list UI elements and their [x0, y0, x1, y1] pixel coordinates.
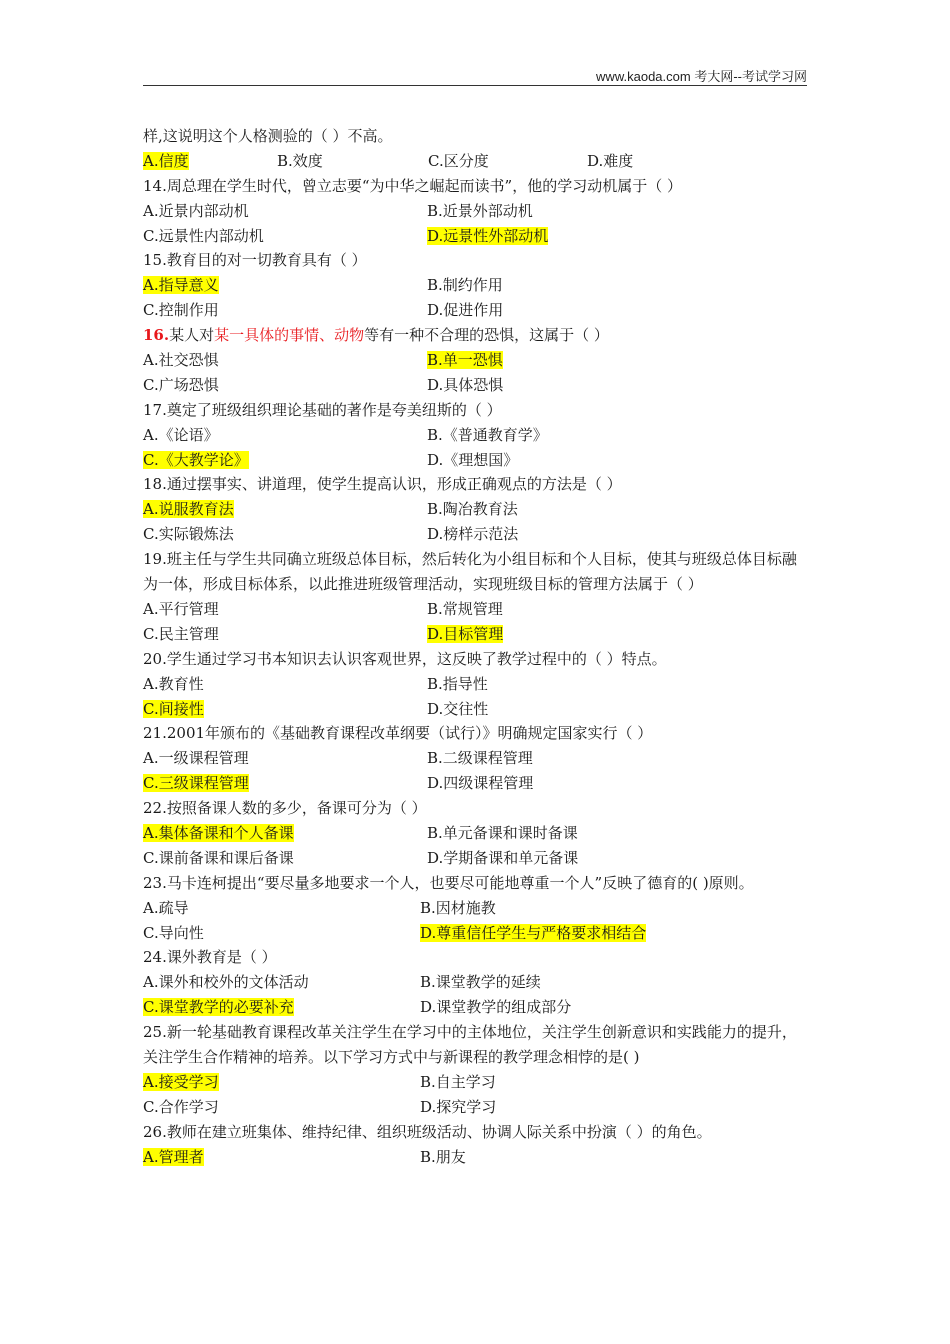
q19-options-1 — [143, 597, 807, 622]
q14-stem: 14.周总理在学生时代，曾立志要“为中华之崛起而读书”，他的学习动机属于（ ） — [143, 176, 682, 195]
q16-options-2 — [143, 373, 807, 398]
q21-options-2 — [143, 771, 807, 796]
q23-option-d: D.尊重信任学生与严格要求相结合 — [420, 923, 647, 942]
q22-option-b: B.单元备课和课时备课 — [427, 823, 578, 842]
q17-options-1 — [143, 423, 807, 448]
q15-option-b: B.制约作用 — [427, 276, 503, 295]
q20-option-a: A.教育性 — [143, 674, 204, 693]
q25-stem: 25.新一轮基础教育课程改革关注学生在学习中的主体地位，关注学生创新意识和实践能力的提升，关注学生合作精神的培养。以下学习方式中与新课程的教学理念相悖的是( ) — [143, 1023, 797, 1067]
q22-options-2 — [143, 846, 807, 871]
q21-option-a: A.一级课程管理 — [143, 749, 249, 768]
q19-stem: 19.班主任与学生共同确立班级总体目标，然后转化为小组目标和个人目标，使其与班级总体目标融为一体，形成目标体系，以此推进班级管理活动，实现班级目标的管理方法属于（ ） — [143, 550, 797, 594]
q21-options-1 — [143, 746, 807, 771]
q22-option-d: D.学期备课和单元备课 — [427, 848, 579, 867]
q16-stem — [143, 323, 807, 348]
q15-options-2 — [143, 298, 807, 323]
q15-option-d: D.促进作用 — [427, 301, 504, 320]
q17-option-d: D.《理想国》 — [427, 450, 519, 469]
q25-options-1 — [143, 1070, 807, 1095]
q14-options-2 — [143, 224, 807, 249]
q21-stem: 21.2001年颁布的《基础教育课程改革纲要（试行）》明确规定国家实行（ ） — [143, 724, 653, 743]
header-title: 考大网--考试学习网 — [694, 69, 807, 84]
q25-option-c: C.合作学习 — [143, 1097, 219, 1116]
q23-stem: 23.马卡连柯提出“要尽量多地要求一个人，也要尽可能地尊重一个人”反映了德育的( )原则。 — [143, 873, 754, 892]
q24-stem: 24.课外教育是（ ） — [143, 948, 277, 967]
q17-option-c: C.《大教学论》 — [143, 450, 249, 469]
q14-option-b: B.近景外部动机 — [427, 201, 533, 220]
header-site[interactable]: www.kaoda.com — [596, 69, 691, 84]
q24-option-a: A.课外和校外的文体活动 — [143, 973, 309, 992]
q24-options-1 — [143, 970, 807, 995]
q18-option-d: D.榜样示范法 — [427, 525, 519, 544]
q16-option-a: A.社交恐惧 — [143, 351, 219, 370]
q16-stem-post: 等有一种不合理的恐惧，这属于（ ） — [364, 326, 609, 345]
q23-options-2 — [143, 921, 807, 946]
q18-options-2 — [143, 522, 807, 547]
q25-option-b: B.自主学习 — [420, 1072, 496, 1091]
q15-stem: 15.教育目的对一切教育具有（ ） — [143, 251, 367, 270]
q19-option-d: D.目标管理 — [427, 624, 504, 643]
header-divider — [143, 85, 807, 86]
q22-options-1 — [143, 821, 807, 846]
q24-option-c: C.课堂教学的必要补充 — [143, 998, 294, 1017]
q26-option-a: A.管理者 — [143, 1147, 204, 1166]
q14-option-a: A.近景内部动机 — [143, 201, 249, 220]
q19-options-2 — [143, 622, 807, 647]
q18-option-a: A.说服教育法 — [143, 500, 234, 519]
q16-option-c: C.广场恐惧 — [143, 375, 219, 394]
q14-options-1 — [143, 199, 807, 224]
q21-option-b: B.二级课程管理 — [427, 749, 533, 768]
q17-option-b: B.《普通教育学》 — [427, 425, 548, 444]
q17-options-2 — [143, 448, 807, 473]
q22-option-c: C.课前备课和课后备课 — [143, 848, 294, 867]
q25-option-d: D.探究学习 — [420, 1097, 497, 1116]
q17-option-a: A.《论语》 — [143, 425, 219, 444]
q15-option-a: A.指导意义 — [143, 276, 219, 295]
q26-option-b: B.朋友 — [420, 1147, 466, 1166]
q25-option-a: A.接受学习 — [143, 1072, 219, 1091]
q16-stem-emphasis: 某一具体的事情、动物 — [214, 326, 365, 345]
question-list — [143, 124, 807, 1169]
q19-option-c: C.民主管理 — [143, 624, 219, 643]
q25-options-2 — [143, 1095, 807, 1120]
q26-options-1 — [143, 1145, 807, 1170]
q22-stem: 22.按照备课人数的多少，备课可分为（ ） — [143, 799, 427, 818]
q13-option-b: B.效度 — [277, 151, 323, 170]
q13-option-d: D.难度 — [587, 151, 634, 170]
q19-option-a: A.平行管理 — [143, 599, 219, 618]
q14-option-d: D.远景性外部动机 — [427, 226, 549, 245]
q16-stem-pre: 某人对 — [169, 326, 215, 345]
q18-options-1 — [143, 497, 807, 522]
q19-option-b: B.常规管理 — [427, 599, 503, 618]
q21-option-d: D.四级课程管理 — [427, 774, 534, 793]
q20-option-c: C.间接性 — [143, 699, 204, 718]
page-header — [143, 66, 807, 85]
q18-stem: 18.通过摆事实、讲道理，使学生提高认识，形成正确观点的方法是（ ） — [143, 475, 622, 494]
q20-option-b: B.指导性 — [427, 674, 488, 693]
q23-option-b: B.因材施教 — [420, 898, 496, 917]
q21-option-c: C.三级课程管理 — [143, 774, 249, 793]
q24-option-b: B.课堂教学的延续 — [420, 973, 541, 992]
q23-option-c: C.导向性 — [143, 923, 204, 942]
q20-stem: 20.学生通过学习书本知识去认识客观世界，这反映了教学过程中的（ ）特点。 — [143, 649, 667, 668]
q15-option-c: C.控制作用 — [143, 301, 219, 320]
q20-options-1 — [143, 672, 807, 697]
q23-option-a: A.疏导 — [143, 898, 189, 917]
q20-options-2 — [143, 697, 807, 722]
q26-stem: 26.教师在建立班集体、维持纪律、组织班级活动、协调人际关系中扮演（ ）的角色。 — [143, 1122, 712, 1141]
q16-number: 16. — [143, 326, 170, 345]
q16-option-b: B.单一恐惧 — [427, 351, 503, 370]
q15-options-1 — [143, 273, 807, 298]
q22-option-a: A.集体备课和个人备课 — [143, 823, 294, 842]
q16-options-1 — [143, 348, 807, 373]
q20-option-d: D.交往性 — [427, 699, 489, 718]
q13-options — [143, 149, 807, 174]
q17-stem: 17.奠定了班级组织理论基础的著作是夸美纽斯的（ ） — [143, 400, 502, 419]
q13-option-c: C.区分度 — [428, 151, 489, 170]
q24-options-2 — [143, 995, 807, 1020]
q14-option-c: C.远景性内部动机 — [143, 226, 264, 245]
q18-option-c: C.实际锻炼法 — [143, 525, 234, 544]
q13-option-a: A.信度 — [143, 151, 189, 170]
q18-option-b: B.陶冶教育法 — [427, 500, 518, 519]
q23-options-1 — [143, 896, 807, 921]
q16-option-d: D.具体恐惧 — [427, 375, 504, 394]
q13-stem: 样,这说明这个人格测验的（ ）不高。 — [143, 127, 393, 145]
q24-option-d: D.课堂教学的组成部分 — [420, 998, 572, 1017]
